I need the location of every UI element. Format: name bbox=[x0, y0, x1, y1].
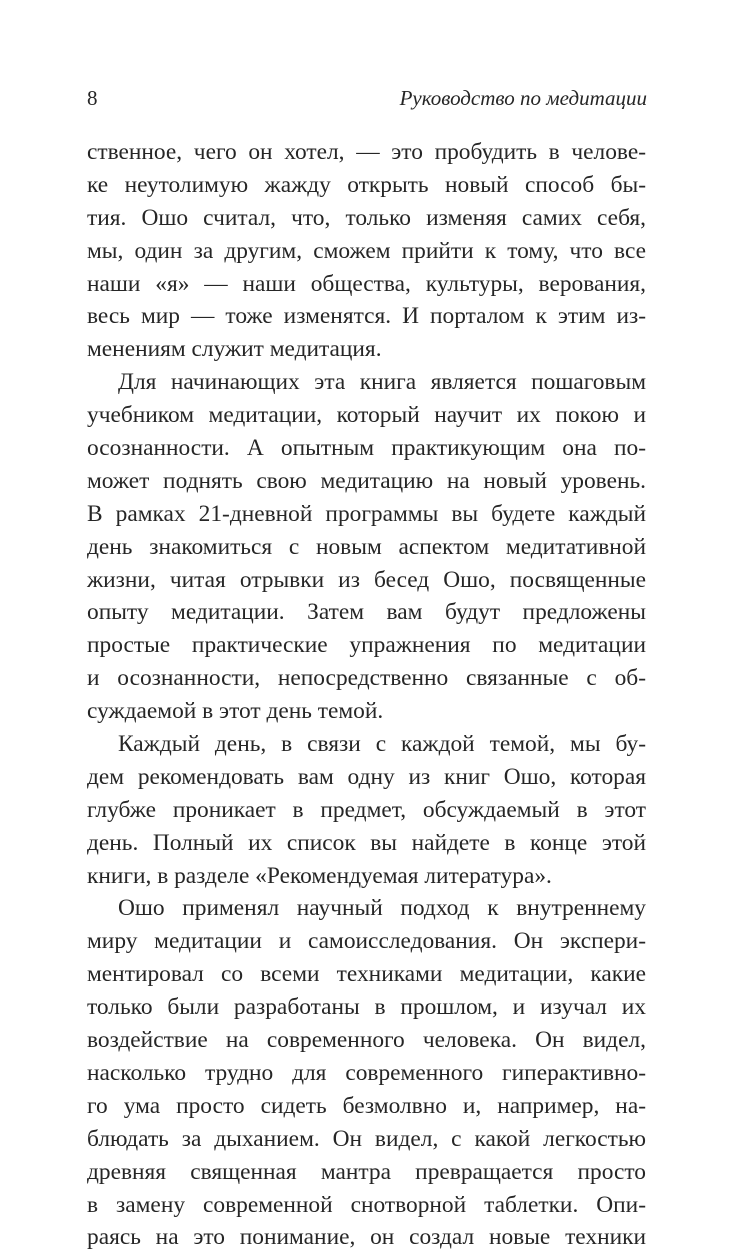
text-line: мы, один за другим, сможем прийти к тому, что все bbox=[87, 237, 646, 264]
text-line: простые практические упражнения по медитации bbox=[87, 632, 646, 659]
page-number: 8 bbox=[87, 86, 98, 110]
text-line: ментировал со всеми техниками медитации, какие bbox=[87, 961, 646, 988]
text-line: Для начинающих эта книга является пошаговым bbox=[118, 369, 646, 396]
text-line: Ошо применял научный подход к внутреннему bbox=[118, 895, 646, 922]
text-line: жизни, читая отрывки из бесед Ошо, посвященные bbox=[87, 566, 646, 593]
text-line: В рамках 21-дневной программы вы будете каждый bbox=[87, 500, 646, 527]
paragraph bbox=[87, 136, 646, 366]
text-line: древняя священная мантра превращается просто bbox=[87, 1158, 646, 1185]
text-line: менениям служит медитация. bbox=[87, 336, 382, 363]
text-line: глубже проникает в предмет, обсуждаемый в этот bbox=[87, 796, 646, 823]
text-line: осознанности. А опытным практикующим она по- bbox=[87, 435, 646, 462]
paragraph bbox=[87, 728, 646, 892]
text-line: блюдать за дыханием. Он видел, с какой легкостью bbox=[87, 1125, 646, 1152]
paragraph bbox=[87, 366, 646, 728]
text-line: дем рекомендовать вам одну из книг Ошо, которая bbox=[87, 763, 646, 790]
text-line: весь мир — тоже изменятся. И порталом к этим из- bbox=[87, 303, 646, 330]
text-line: раясь на это понимание, он создал новые техники bbox=[87, 1224, 646, 1251]
text-line: опыту медитации. Затем вам будут предложены bbox=[87, 599, 646, 626]
text-line: Каждый день, в связи с каждой темой, мы бу- bbox=[118, 731, 646, 758]
text-line: только были разработаны в прошлом, и изучал их bbox=[87, 994, 646, 1021]
text-line: день. Полный их список вы найдете в конце этой bbox=[87, 829, 646, 856]
text-line: наши «я» — наши общества, культуры, верования, bbox=[87, 270, 646, 297]
text-line: го ума просто сидеть безмолвно и, например, на- bbox=[87, 1092, 646, 1119]
paragraph bbox=[87, 892, 646, 1254]
text-line: ке неутолимую жажду открыть новый способ бы- bbox=[87, 171, 646, 198]
text-line: миру медитации и самоисследования. Он экспери- bbox=[87, 928, 646, 955]
text-line: учебником медитации, который научит их покою и bbox=[87, 402, 646, 429]
page-header bbox=[87, 86, 647, 116]
body-text bbox=[87, 136, 646, 1254]
text-line: насколько трудно для современного гиперактивно- bbox=[87, 1059, 646, 1086]
text-line: ственное, чего он хотел, — это пробудить в челове- bbox=[87, 139, 646, 165]
running-title: Руководство по медитации bbox=[399, 86, 647, 110]
text-line: день знакомиться с новым аспектом медитативной bbox=[87, 533, 646, 560]
text-line: и осознанности, непосредственно связанные с об- bbox=[87, 665, 646, 692]
text-line: книги, в разделе «Рекомендуемая литература». bbox=[87, 862, 552, 889]
text-line: воздействие на современного человека. Он видел, bbox=[87, 1027, 646, 1054]
text-line: суждаемой в этот день темой. bbox=[87, 698, 384, 725]
text-line: может поднять свою медитацию на новый уровень. bbox=[87, 467, 646, 494]
text-line: в замену современной снотворной таблетки. Опи- bbox=[87, 1191, 646, 1218]
text-line: тия. Ошо считал, что, только изменяя самих себя, bbox=[87, 204, 646, 231]
